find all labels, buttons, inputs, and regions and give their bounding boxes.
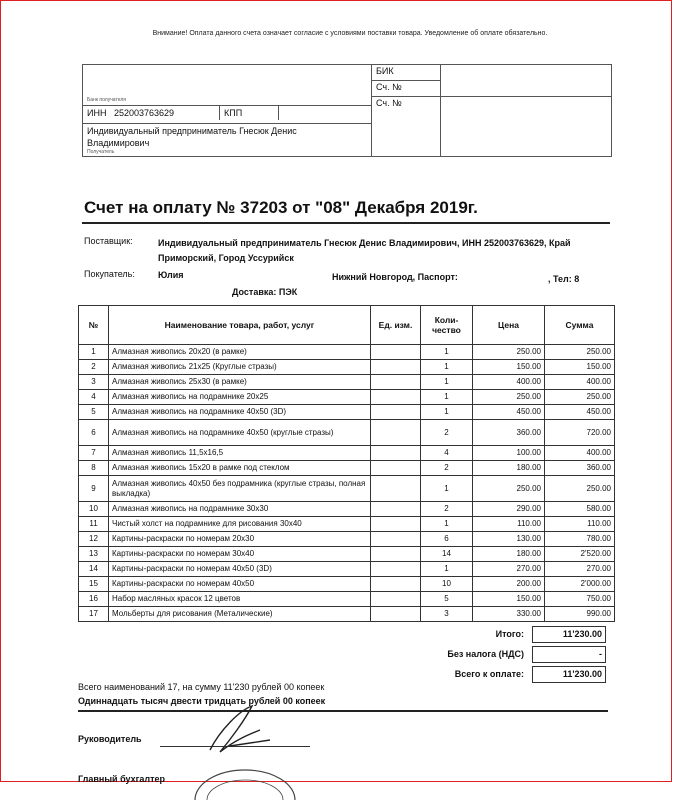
row-price: 400.00 xyxy=(473,375,545,390)
row-number: 8 xyxy=(79,461,109,476)
payment-notice: Внимание! Оплата данного счета означает согласие с условиями поставки товара. Уведомление об оплате обязательно. xyxy=(152,30,548,37)
row-sum: 780.00 xyxy=(545,532,615,547)
row-number: 7 xyxy=(79,446,109,461)
row-name: Картины-раскраски по номерам 40х50 (3D) xyxy=(109,562,371,577)
row-price: 130.00 xyxy=(473,532,545,547)
row-qty: 6 xyxy=(421,532,473,547)
row-unit xyxy=(371,502,421,517)
items-count-line: Всего наименований 17, на сумму 11'230 рублей 00 копеек xyxy=(78,682,325,692)
bik-label: БИК xyxy=(372,65,441,81)
supplier-label: Поставщик: xyxy=(84,236,133,246)
row-name: Алмазная живопись 11,5х16,5 xyxy=(109,446,371,461)
row-unit xyxy=(371,420,421,446)
row-qty: 1 xyxy=(421,476,473,502)
table-row xyxy=(79,476,615,502)
row-qty: 1 xyxy=(421,360,473,375)
buyer-city: Нижний Новгород, Паспорт: xyxy=(332,272,458,282)
table-row xyxy=(79,532,615,547)
row-unit xyxy=(371,375,421,390)
buyer-name: Юлия xyxy=(158,270,184,280)
row-qty: 1 xyxy=(421,517,473,532)
row-unit xyxy=(371,390,421,405)
table-row xyxy=(79,420,615,446)
row-name: Алмазная живопись 40х50 без подрамника (круглые стразы, полная выкладка) xyxy=(109,476,371,502)
row-sum: 250.00 xyxy=(545,476,615,502)
row-unit xyxy=(371,607,421,622)
bank-label: Банк получателя xyxy=(87,96,126,103)
table-row xyxy=(79,502,615,517)
row-qty: 1 xyxy=(421,375,473,390)
row-unit xyxy=(371,517,421,532)
account-label-1: Сч. № xyxy=(372,81,441,97)
row-sum: 150.00 xyxy=(545,360,615,375)
items-header-row xyxy=(79,306,615,345)
row-number: 12 xyxy=(79,532,109,547)
row-price: 150.00 xyxy=(473,360,545,375)
row-sum: 450.00 xyxy=(545,405,615,420)
row-unit xyxy=(371,446,421,461)
row-price: 270.00 xyxy=(473,562,545,577)
row-sum: 2'520.00 xyxy=(545,547,615,562)
items-table xyxy=(78,305,615,622)
row-number: 10 xyxy=(79,502,109,517)
row-number: 13 xyxy=(79,547,109,562)
row-price: 100.00 xyxy=(473,446,545,461)
row-number: 17 xyxy=(79,607,109,622)
row-sum: 2'000.00 xyxy=(545,577,615,592)
row-price: 250.00 xyxy=(473,390,545,405)
table-row xyxy=(79,592,615,607)
row-name: Алмазная живопись на подрамнике 30х30 xyxy=(109,502,371,517)
row-number: 1 xyxy=(79,345,109,360)
row-price: 250.00 xyxy=(473,345,545,360)
col-header-name: Наименование товара, работ, услуг xyxy=(109,306,371,345)
row-number: 6 xyxy=(79,420,109,446)
row-price: 200.00 xyxy=(473,577,545,592)
col-header-number: № xyxy=(79,306,109,345)
col-header-price: Цена xyxy=(473,306,545,345)
row-price: 290.00 xyxy=(473,502,545,517)
row-name: Набор масляных красок 12 цветов xyxy=(109,592,371,607)
row-unit xyxy=(371,577,421,592)
bank-details-table xyxy=(82,64,612,157)
row-price: 450.00 xyxy=(473,405,545,420)
row-sum: 250.00 xyxy=(545,345,615,360)
kpp-label: КПП xyxy=(220,106,279,120)
row-number: 15 xyxy=(79,577,109,592)
row-qty: 14 xyxy=(421,547,473,562)
row-name: Алмазная живопись 20х20 (в рамке) xyxy=(109,345,371,360)
title-divider xyxy=(82,222,610,224)
row-name: Алмазная живопись 21х25 (Круглые стразы) xyxy=(109,360,371,375)
row-qty: 1 xyxy=(421,345,473,360)
table-row xyxy=(79,446,615,461)
row-unit xyxy=(371,461,421,476)
totals-block xyxy=(380,624,606,684)
row-name: Картины-раскраски по номерам 20х30 xyxy=(109,532,371,547)
row-unit xyxy=(371,405,421,420)
buyer-label: Покупатель: xyxy=(84,269,135,279)
stamp-seal xyxy=(190,760,300,800)
table-row xyxy=(79,345,615,360)
row-qty: 1 xyxy=(421,562,473,577)
row-qty: 10 xyxy=(421,577,473,592)
due-value: 11'230.00 xyxy=(532,666,606,683)
invoice-title: Счет на оплату № 37203 от "08" Декабря 2019г. xyxy=(84,198,478,217)
sum-in-words: Одиннадцать тысяч двести тридцать рублей 00 копеек xyxy=(78,696,326,706)
due-label: Всего к оплате: xyxy=(454,669,524,679)
row-number: 5 xyxy=(79,405,109,420)
row-name: Картины-раскраски по номерам 40х50 xyxy=(109,577,371,592)
row-name: Мольберты для рисования (Металические) xyxy=(109,607,371,622)
row-sum: 400.00 xyxy=(545,375,615,390)
row-price: 150.00 xyxy=(473,592,545,607)
row-sum: 270.00 xyxy=(545,562,615,577)
row-price: 360.00 xyxy=(473,420,545,446)
row-name: Алмазная живопись 15х20 в рамке под стеклом xyxy=(109,461,371,476)
vat-value: - xyxy=(532,646,606,663)
row-price: 250.00 xyxy=(473,476,545,502)
row-name: Алмазная живопись на подрамнике 20х25 xyxy=(109,390,371,405)
table-row xyxy=(79,405,615,420)
accountant-signature-label: Главный бухгалтер xyxy=(78,774,166,784)
row-number: 4 xyxy=(79,390,109,405)
inn-value: 252003763629 xyxy=(113,107,175,118)
row-qty: 2 xyxy=(421,420,473,446)
row-unit xyxy=(371,592,421,607)
table-row xyxy=(79,607,615,622)
row-name: Алмазная живопись 25х30 (в рамке) xyxy=(109,375,371,390)
row-qty: 4 xyxy=(421,446,473,461)
row-qty: 3 xyxy=(421,607,473,622)
row-qty: 2 xyxy=(421,502,473,517)
buyer-phone: , Тел: 8 xyxy=(548,274,580,284)
row-sum: 990.00 xyxy=(545,607,615,622)
table-row xyxy=(79,562,615,577)
row-price: 330.00 xyxy=(473,607,545,622)
row-name: Алмазная живопись на подрамнике 40х50 (3D) xyxy=(109,405,371,420)
row-sum: 110.00 xyxy=(545,517,615,532)
table-row xyxy=(79,375,615,390)
row-price: 180.00 xyxy=(473,461,545,476)
row-number: 9 xyxy=(79,476,109,502)
recipient-label: Получатель xyxy=(87,149,115,155)
row-sum: 580.00 xyxy=(545,502,615,517)
row-sum: 720.00 xyxy=(545,420,615,446)
row-sum: 250.00 xyxy=(545,390,615,405)
table-row xyxy=(79,547,615,562)
row-number: 14 xyxy=(79,562,109,577)
row-name: Картины-раскраски по номерам 30х40 xyxy=(109,547,371,562)
row-qty: 2 xyxy=(421,461,473,476)
row-price: 180.00 xyxy=(473,547,545,562)
row-unit xyxy=(371,547,421,562)
table-row xyxy=(79,461,615,476)
row-sum: 360.00 xyxy=(545,461,615,476)
table-row xyxy=(79,390,615,405)
col-header-qty: Коли-чество xyxy=(421,306,473,345)
row-unit xyxy=(371,345,421,360)
row-name: Чистый холст на подрамнике для рисования 30х40 xyxy=(109,517,371,532)
table-row xyxy=(79,360,615,375)
total-label: Итого: xyxy=(495,629,524,639)
account-label-2: Сч. № xyxy=(372,97,441,157)
summary-divider xyxy=(78,710,608,712)
row-qty: 1 xyxy=(421,405,473,420)
row-sum: 400.00 xyxy=(545,446,615,461)
handwritten-signature xyxy=(190,700,280,760)
row-unit xyxy=(371,562,421,577)
col-header-unit: Ед. изм. xyxy=(371,306,421,345)
row-number: 2 xyxy=(79,360,109,375)
delivery: Доставка: ПЭК xyxy=(232,287,298,297)
row-number: 16 xyxy=(79,592,109,607)
row-qty: 1 xyxy=(421,390,473,405)
row-qty: 5 xyxy=(421,592,473,607)
supplier-value: Индивидуальный предприниматель Гнесюк Денис Владимирович, ИНН 252003763629, Край Приморский, Город Уссурийск xyxy=(158,238,571,263)
row-unit xyxy=(371,532,421,547)
row-number: 3 xyxy=(79,375,109,390)
row-price: 110.00 xyxy=(473,517,545,532)
row-number: 11 xyxy=(79,517,109,532)
table-row xyxy=(79,517,615,532)
vat-label: Без налога (НДС) xyxy=(447,649,524,659)
row-sum: 750.00 xyxy=(545,592,615,607)
row-unit xyxy=(371,476,421,502)
col-header-sum: Сумма xyxy=(545,306,615,345)
total-value: 11'230.00 xyxy=(532,626,606,643)
table-row xyxy=(79,577,615,592)
recipient-name: Индивидуальный предприниматель Гнесюк Денис Владимирович xyxy=(87,126,297,148)
row-name: Алмазная живопись на подрамнике 40х50 (круглые стразы) xyxy=(109,420,371,446)
inn-label: ИНН xyxy=(87,107,107,118)
head-signature-label: Руководитель xyxy=(78,734,142,744)
row-unit xyxy=(371,360,421,375)
